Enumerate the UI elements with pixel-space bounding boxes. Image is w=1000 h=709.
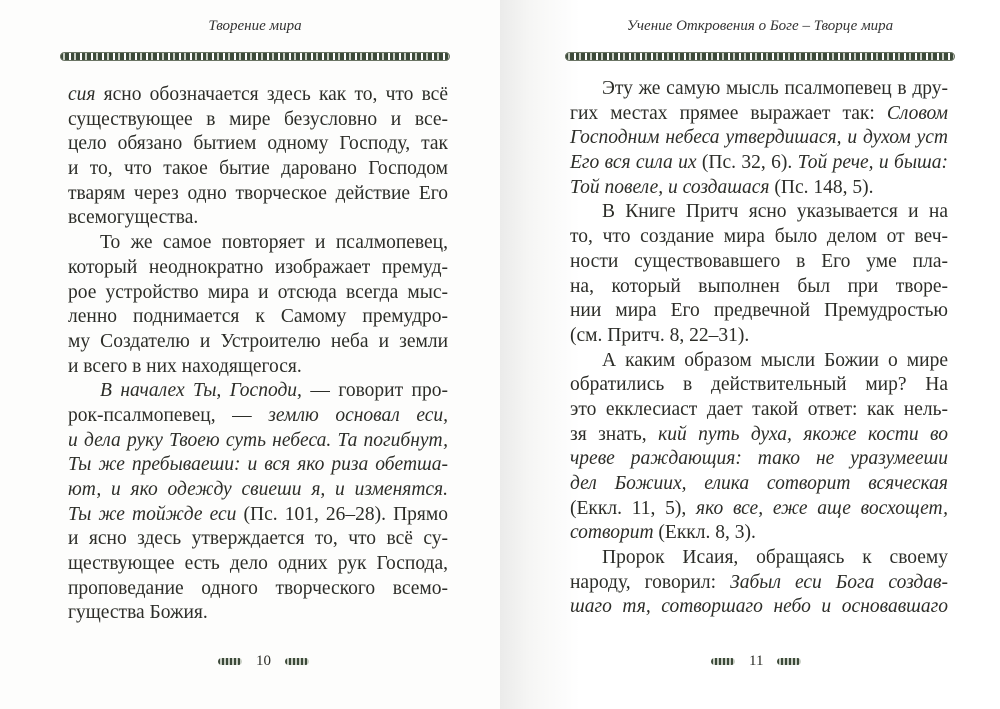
text-line xyxy=(570,571,948,596)
text-run: ленно поднимается к Самому премудро- xyxy=(68,306,448,328)
text-run: нии мира Его предвечной Премудростью xyxy=(570,300,948,322)
text-line xyxy=(570,250,948,275)
text-run: всемогущества. xyxy=(68,207,199,229)
text-line xyxy=(68,503,448,528)
text-run: ществующее есть дело одних рук Господа, xyxy=(68,553,448,575)
text-line xyxy=(570,324,948,349)
italic-quote: Господним небеса утвердишася, и духом уст xyxy=(570,127,948,149)
page-number: 10 xyxy=(256,653,271,669)
text-line xyxy=(68,527,448,552)
text-line xyxy=(68,206,448,231)
text-line xyxy=(68,453,448,478)
ornamental-rule xyxy=(60,52,450,61)
text-line xyxy=(570,447,948,472)
text-line xyxy=(68,83,448,108)
ornamental-rule xyxy=(565,52,955,61)
italic-quote: Той повеле, и создашася xyxy=(570,176,770,198)
text-line xyxy=(68,108,448,133)
italic-quote: Той рече, и быша: xyxy=(797,152,948,174)
text-line xyxy=(68,404,448,429)
text-line xyxy=(570,472,948,497)
text-run: на, который выполнен был при творе- xyxy=(570,275,948,297)
italic-quote: кий путь духа, якоже кости во xyxy=(658,423,948,445)
italic-quote: чреве раждающия: тако не уразумееши xyxy=(570,448,948,470)
text-run: проповедание одного творческого всемо- xyxy=(68,577,448,599)
text-run: и то, что такое бытие даровано Господом xyxy=(68,158,448,180)
text-line xyxy=(570,423,948,448)
italic-quote: В началех Ты, Господи, xyxy=(100,380,302,402)
text-run: Пророк Исаия, обращаясь к своему xyxy=(602,547,948,569)
text-line xyxy=(68,379,448,404)
running-head: Учение Откровения о Боге – Творце мира xyxy=(626,18,894,34)
text-line xyxy=(570,102,948,127)
ornament-icon xyxy=(285,658,309,665)
text-run: Эту же самую мысль псалмопевец в дру- xyxy=(602,78,948,99)
italic-quote: Забыл еси Бога создав- xyxy=(730,571,949,593)
text-run: зя знать, xyxy=(570,423,659,445)
text-run: му Создателю и Устроителю неба и земли xyxy=(68,330,448,352)
text-line xyxy=(68,256,448,281)
text-line xyxy=(570,497,948,522)
text-line xyxy=(68,231,448,256)
text-run: тварям через одно творческое действие Его xyxy=(68,182,448,204)
text-run: то, что создание мира было делом от веч- xyxy=(570,226,948,248)
text-line xyxy=(570,225,948,250)
text-line xyxy=(570,595,948,620)
text-run: ности существовавшего в Его уме пла- xyxy=(570,250,948,272)
italic-quote: сотворит xyxy=(570,522,654,544)
text-run: цело обязано бытием одному Господу, так xyxy=(68,133,448,155)
text-run: и ясно здесь утверждается то, что всё су- xyxy=(68,528,448,550)
italic-quote: ют, и яко одежду свиеши я, и изменятся. xyxy=(68,479,448,500)
text-run: обратились в действительный мир? На xyxy=(570,374,948,396)
text-line xyxy=(570,126,948,151)
italic-quote: и дела руку Твоею суть небеса. Та погибнут, xyxy=(68,429,448,451)
text-line xyxy=(68,182,448,207)
italic-quote: шаго тя, сотворшаго небо и основавшаго xyxy=(570,596,948,618)
italic-quote: яко все, еже аще восхощет, xyxy=(696,497,948,519)
italic-quote: Словом xyxy=(886,102,948,124)
text-line xyxy=(68,132,448,157)
text-run: (Пс. 32, 6). xyxy=(696,152,798,174)
text-run: (Пс. 101, 26–28). Прямо xyxy=(236,503,448,525)
text-run: народу, говорил: xyxy=(570,571,731,593)
text-line xyxy=(570,521,948,546)
text-run: гущества Божия. xyxy=(68,602,208,624)
text-line xyxy=(68,577,448,602)
right-page xyxy=(500,0,1000,709)
text-line xyxy=(570,151,948,176)
text-line xyxy=(68,355,448,380)
page-footer xyxy=(218,653,309,670)
text-line xyxy=(68,157,448,182)
page-number: 11 xyxy=(749,653,764,669)
page-footer xyxy=(711,653,801,670)
text-line xyxy=(68,305,448,330)
running-head: Творение мира xyxy=(208,18,302,34)
text-line xyxy=(68,330,448,355)
text-run: рое устройство мира и отсюда всегда мыс- xyxy=(68,281,448,303)
text-line xyxy=(68,429,448,454)
text-line xyxy=(570,349,948,374)
italic-quote: Его вся сила их xyxy=(570,152,697,174)
italic-quote: Ты же пребываеши: и вся яко риза обетша- xyxy=(68,454,448,476)
italic-quote: дел Божиих, елика сотворит всяческая xyxy=(570,473,948,494)
text-run: — говорит про- xyxy=(301,380,448,402)
text-run: рок-псалмопевец, — xyxy=(68,404,269,426)
ornament-icon xyxy=(218,658,242,665)
text-run: (Пс. 148, 5). xyxy=(769,176,874,198)
ornament-icon xyxy=(711,658,735,665)
text-line xyxy=(570,200,948,225)
text-run: (Еккл. 8, 3). xyxy=(653,522,756,544)
page-body xyxy=(570,77,948,620)
text-run: гих местах прямее выражает так: xyxy=(570,102,887,124)
text-run: который неоднократно изображает премуд- xyxy=(68,256,448,278)
text-run: ясно обозначается здесь как то, что всё xyxy=(95,84,448,105)
text-run: существующее в мире безусловно и все- xyxy=(68,108,448,130)
text-line xyxy=(570,398,948,423)
ornament-icon xyxy=(777,658,801,665)
text-run: (Еккл. 11, 5), xyxy=(570,497,696,519)
text-run: В Книге Притч ясно указывается и на xyxy=(602,201,948,223)
text-run: А каким образом мысли Божии о мире xyxy=(602,349,948,371)
text-line xyxy=(68,552,448,577)
italic-quote: Ты же тойжде еси xyxy=(68,503,237,525)
text-line xyxy=(570,176,948,201)
text-line xyxy=(570,546,948,571)
text-line xyxy=(68,478,448,503)
text-line xyxy=(570,373,948,398)
text-line xyxy=(570,299,948,324)
italic-quote: сия xyxy=(68,84,96,105)
text-run: это екклесиаст дает такой ответ: как нель- xyxy=(570,398,948,420)
italic-quote: землю основал еси, xyxy=(268,404,448,426)
text-line xyxy=(68,281,448,306)
text-run: (см. Притч. 8, 22–31). xyxy=(570,324,750,346)
text-line xyxy=(570,77,948,102)
text-run: То же самое повторяет и псалмопевец, xyxy=(100,232,448,254)
text-line xyxy=(68,601,448,626)
text-run: и всего в них находящегося. xyxy=(68,355,302,377)
page-body xyxy=(68,83,448,626)
text-line xyxy=(570,275,948,300)
